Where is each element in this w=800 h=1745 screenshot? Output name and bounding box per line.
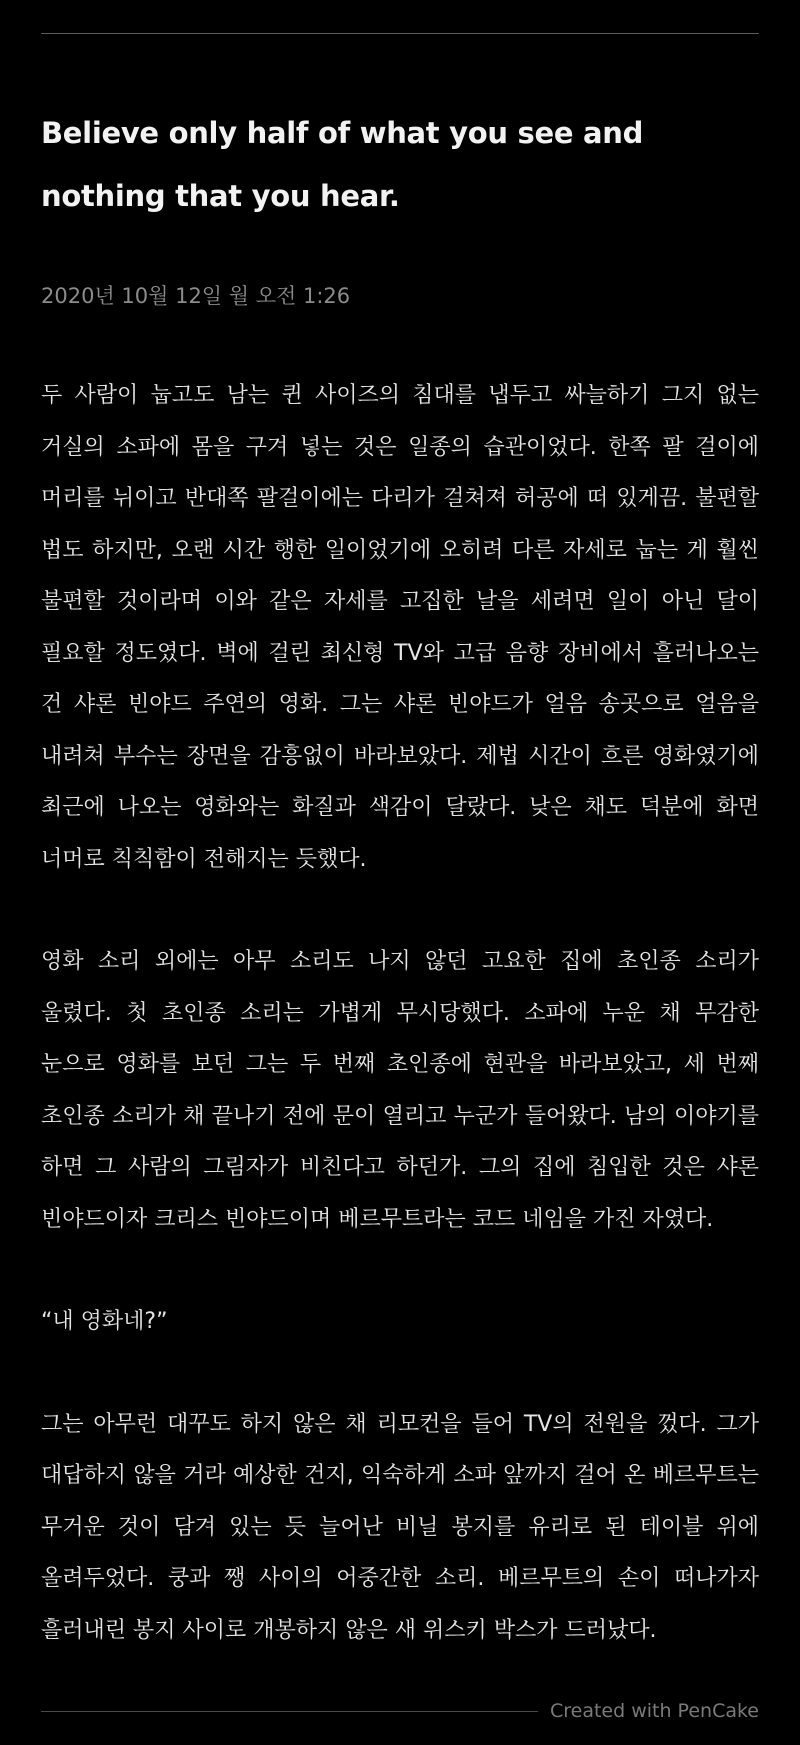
dialogue-line: “내 영화네?”: [41, 1309, 168, 1334]
paragraph: 두 사람이 눕고도 남는 퀸 사이즈의 침대를 냅두고 싸늘하기 그지 없는 거실의 소파에 몸을 구겨 넣는 것은 일종의 습관이었다. 한쪽 팔 걸이에 머리를 뉘이고 반대쪽 팔걸이에는 다리가 걸쳐져 허공에 떠 있게끔. 불편할 법도 하지만, 오랜 시간 행한 일이었기에 오히려 다른 자세로 눕는 게 훨씬 불편할 것이라며 이와 같은 자세를 고집한 날을 세려면 일이 아닌 달이 필요할 정도였다. 벽에 걸린 최신형 TV와 고급 음향 장비에서 흘러나오는 건 샤론 빈야드 주연의 영화. 그는 샤론 빈야드가 얼음 송곳으로 얼음을 내려쳐 부수는 장면을 감흥없이 바라보았다. 제법 시간이 흐른 영화였기에 최근에 나오는 영화와는 화질과 색감이 달랐다. 낮은 채도 덕분에 화면 너머로 칙칙함이 전해지는 듯했다.: [41, 383, 759, 872]
post-date: 2020년 10월 12일 월 오전 1:26: [41, 284, 351, 308]
paragraph: 영화 소리 외에는 아무 소리도 나지 않던 고요한 집에 초인종 소리가 울렸다. 첫 초인종 소리는 가볍게 무시당했다. 소파에 누운 채 무감한 눈으로 영화를 보던 그는 두 번째 초인종에 현관을 바라보았고, 세 번째 초인종 소리가 채 끝나기 전에 문이 열리고 누군가 들어왔다. 남의 이야기를 하면 그 사람의 그림자가 비친다고 하던가. 그의 집에 침입한 것은 샤론 빈야드이자 크리스 빈야드이며 베르무트라는 코드 네임을 가진 자였다.: [41, 949, 759, 1232]
post-title: Believe only half of what you see and nothing that you hear.: [41, 116, 644, 213]
pencake-credit: Created with PenCake: [549, 1700, 759, 1722]
top-divider: [41, 33, 759, 34]
footer-divider: [41, 1711, 538, 1712]
footer: [41, 1696, 759, 1726]
post-body: [41, 370, 759, 1707]
paragraph: 그는 아무런 대꾸도 하지 않은 채 리모컨을 들어 TV의 전원을 껐다. 그가 대답하지 않을 거라 예상한 건지, 익숙하게 소파 앞까지 걸어 온 베르무트는 무거운 것이 담겨 있는 듯 늘어난 비닐 봉지를 유리로 된 테이블 위에 올려두었다. 쿵과 쨍 사이의 어중간한 소리. 베르무트의 손이 떠나가자 흘러내린 봉지 사이로 개봉하지 않은 새 위스키 박스가 드러났다.: [41, 1411, 759, 1643]
